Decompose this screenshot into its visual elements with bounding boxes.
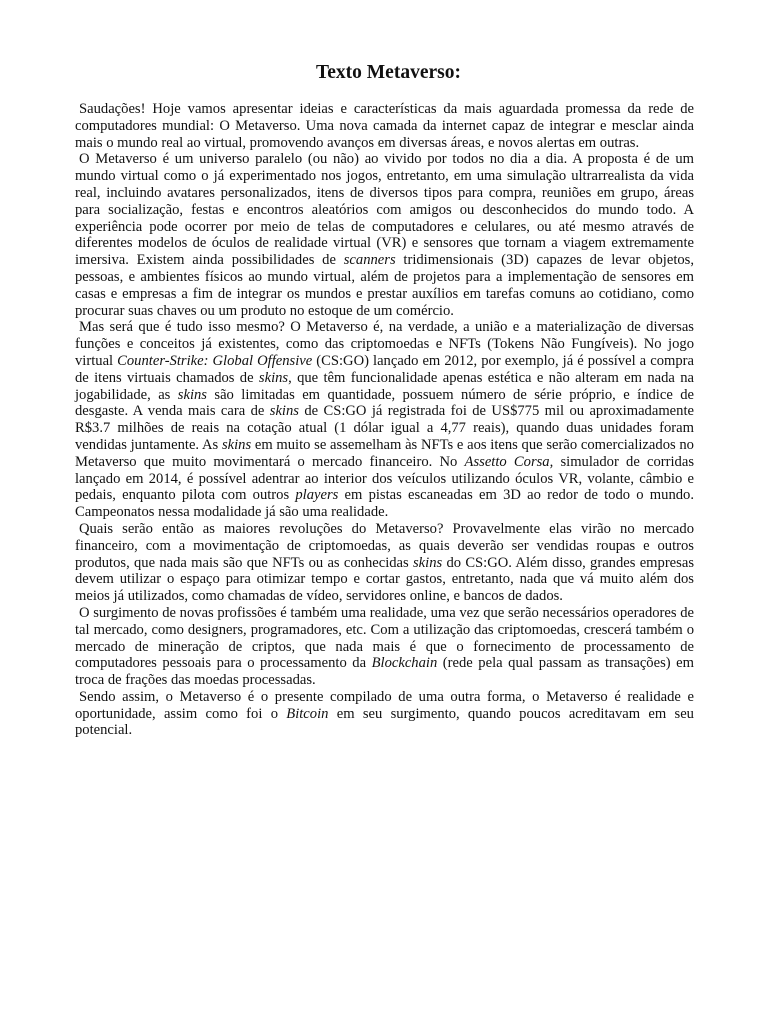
text-run: em seu surgimento, quando poucos acreditavam em seu potencial. bbox=[75, 705, 694, 739]
paragraph bbox=[75, 151, 694, 319]
document-page bbox=[75, 62, 694, 739]
paragraph bbox=[75, 689, 694, 739]
text-run: O surgimento de novas profissões é também uma realidade, uma vez que serão necessários operadores de tal mercado, como designers, programadores, etc. Com a utilização das criptomoedas, crescerá também o mercado de mineração de criptos, que nada mais é que o fornecimento de processamento de computadores pessoais para o processamento da bbox=[75, 604, 694, 672]
document-body bbox=[75, 101, 694, 739]
italic-term: Assetto Corsa, bbox=[464, 453, 554, 470]
italic-term: skins bbox=[258, 369, 289, 386]
text-run: (CS:GO) lançado em 2012, por exemplo, já é possível a compra de itens virtuais chamados de bbox=[75, 352, 694, 386]
italic-term: skins bbox=[412, 554, 443, 571]
text-run: Quais serão então as maiores revoluções do Metaverso? Provavelmente elas virão no mercado financeiro, com a movimentação de criptomoedas, as quais deverão ser vendidas roupas e outros produtos, que nada mais são que NFTs ou as conhecidas bbox=[75, 520, 694, 571]
text-run: Mas será que é tudo isso mesmo? O Metaverso é, na verdade, a união e a materialização de diversas funções e conceitos já existentes, como das criptomoedas e NFTs (Tokens Não Fungíveis). No jogo virtual bbox=[75, 319, 694, 369]
text-run: em muito se assemelham às NFTs e aos itens que serão comercializados no Metaverso que muito movimentará o mercado financeiro. No bbox=[75, 436, 694, 470]
text-run: Sendo assim, o Metaverso é o presente compilado de uma outra forma, o Metaverso é realidade e oportunidade, assim como foi o bbox=[75, 688, 694, 722]
text-run: são limitadas em quantidade, possuem número de série próprio, e índice de desgaste. A venda mais cara de bbox=[75, 386, 694, 420]
italic-term: skins bbox=[221, 436, 252, 453]
text-run: simulador de corridas lançado em 2014, é possível adentrar ao interior dos veículos utilizando óculos VR, volante, câmbio e pedais, enquanto pilota com outros bbox=[75, 453, 695, 504]
paragraph bbox=[75, 521, 694, 605]
document-title: Texto Metaverso: bbox=[316, 62, 461, 83]
text-run: , que têm funcionalidade apenas estética e não alteram em nada na jogabilidade, as bbox=[75, 369, 694, 403]
text-run: O Metaverso é um universo paralelo (ou não) ao vivido por todos no dia a dia. A proposta é de um mundo virtual como o já experimentado nos jogos, entretanto, em uma simulação ultrarrealista da vida real, incluindo avatares personalizados, itens de diversos tipos para compra, reuniões em grupo, áreas para socialização, festas e encontros aleatórios com amigos ou desconhecidos do mundo todo. A experiência pode ocorrer por meio de telas de computadores e celulares, ou até mesmo através de diferentes modelos de óculos de realidade virtual (VR) e sensores que tornam a viagem extremamente imersiva. Existem ainda possibilidades de bbox=[75, 151, 694, 269]
text-run: (rede pela qual passam as transações) em troca de frações das moedas processadas. bbox=[75, 655, 694, 689]
text-run: de CS:GO já registrada foi de US$775 mil ou aproximadamente R$3.7 milhões de reais na cotação atual (1 dólar igual a 4,77 reais), quando duas unidades foram vendidas juntamente. As bbox=[75, 403, 694, 453]
text-run: em pistas escaneadas em 3D ao redor de todo o mundo. Campeonatos nessa modalidade já são uma realidade. bbox=[75, 487, 694, 521]
italic-term: Counter-Strike: Global Offensive bbox=[117, 352, 313, 369]
paragraph bbox=[75, 101, 694, 151]
italic-term: scanners bbox=[343, 252, 396, 269]
text-run: Saudações! Hoje vamos apresentar ideias e características da mais aguardada promessa da rede de computadores mundial: O Metaverso. Uma nova camada da internet capaz de integrar e mesclar ainda mais o mundo real ao virtual, promovendo avanços em diversas áreas, e novos alertas em outras. bbox=[75, 101, 694, 151]
italic-term: skins bbox=[269, 403, 299, 420]
paragraph bbox=[75, 319, 694, 521]
italic-term: players bbox=[295, 487, 339, 504]
text-run: do CS:GO. Além disso, grandes empresas devem utilizar o espaço para otimizar tempo e cortar gastos, entretanto, nada que vá muito além dos meios já utilizados, como chamadas de vídeo, servidores online, e bancos de dados. bbox=[75, 554, 694, 605]
italic-term: Blockchain bbox=[371, 655, 438, 672]
text-run: tridimensionais (3D) capazes de levar objetos, pessoas, e ambientes físicos ao mundo virtual, além de projetos para a implementação de sensores em casas e empresas a fim de integrar os mundos e prestar auxílios em tarefas comuns ao cotidiano, como procurar suas chaves ou um produto no estoque de um comércio. bbox=[75, 252, 694, 319]
italic-term: skins bbox=[177, 386, 207, 403]
paragraph bbox=[75, 605, 694, 689]
italic-term: Bitcoin bbox=[286, 705, 329, 722]
